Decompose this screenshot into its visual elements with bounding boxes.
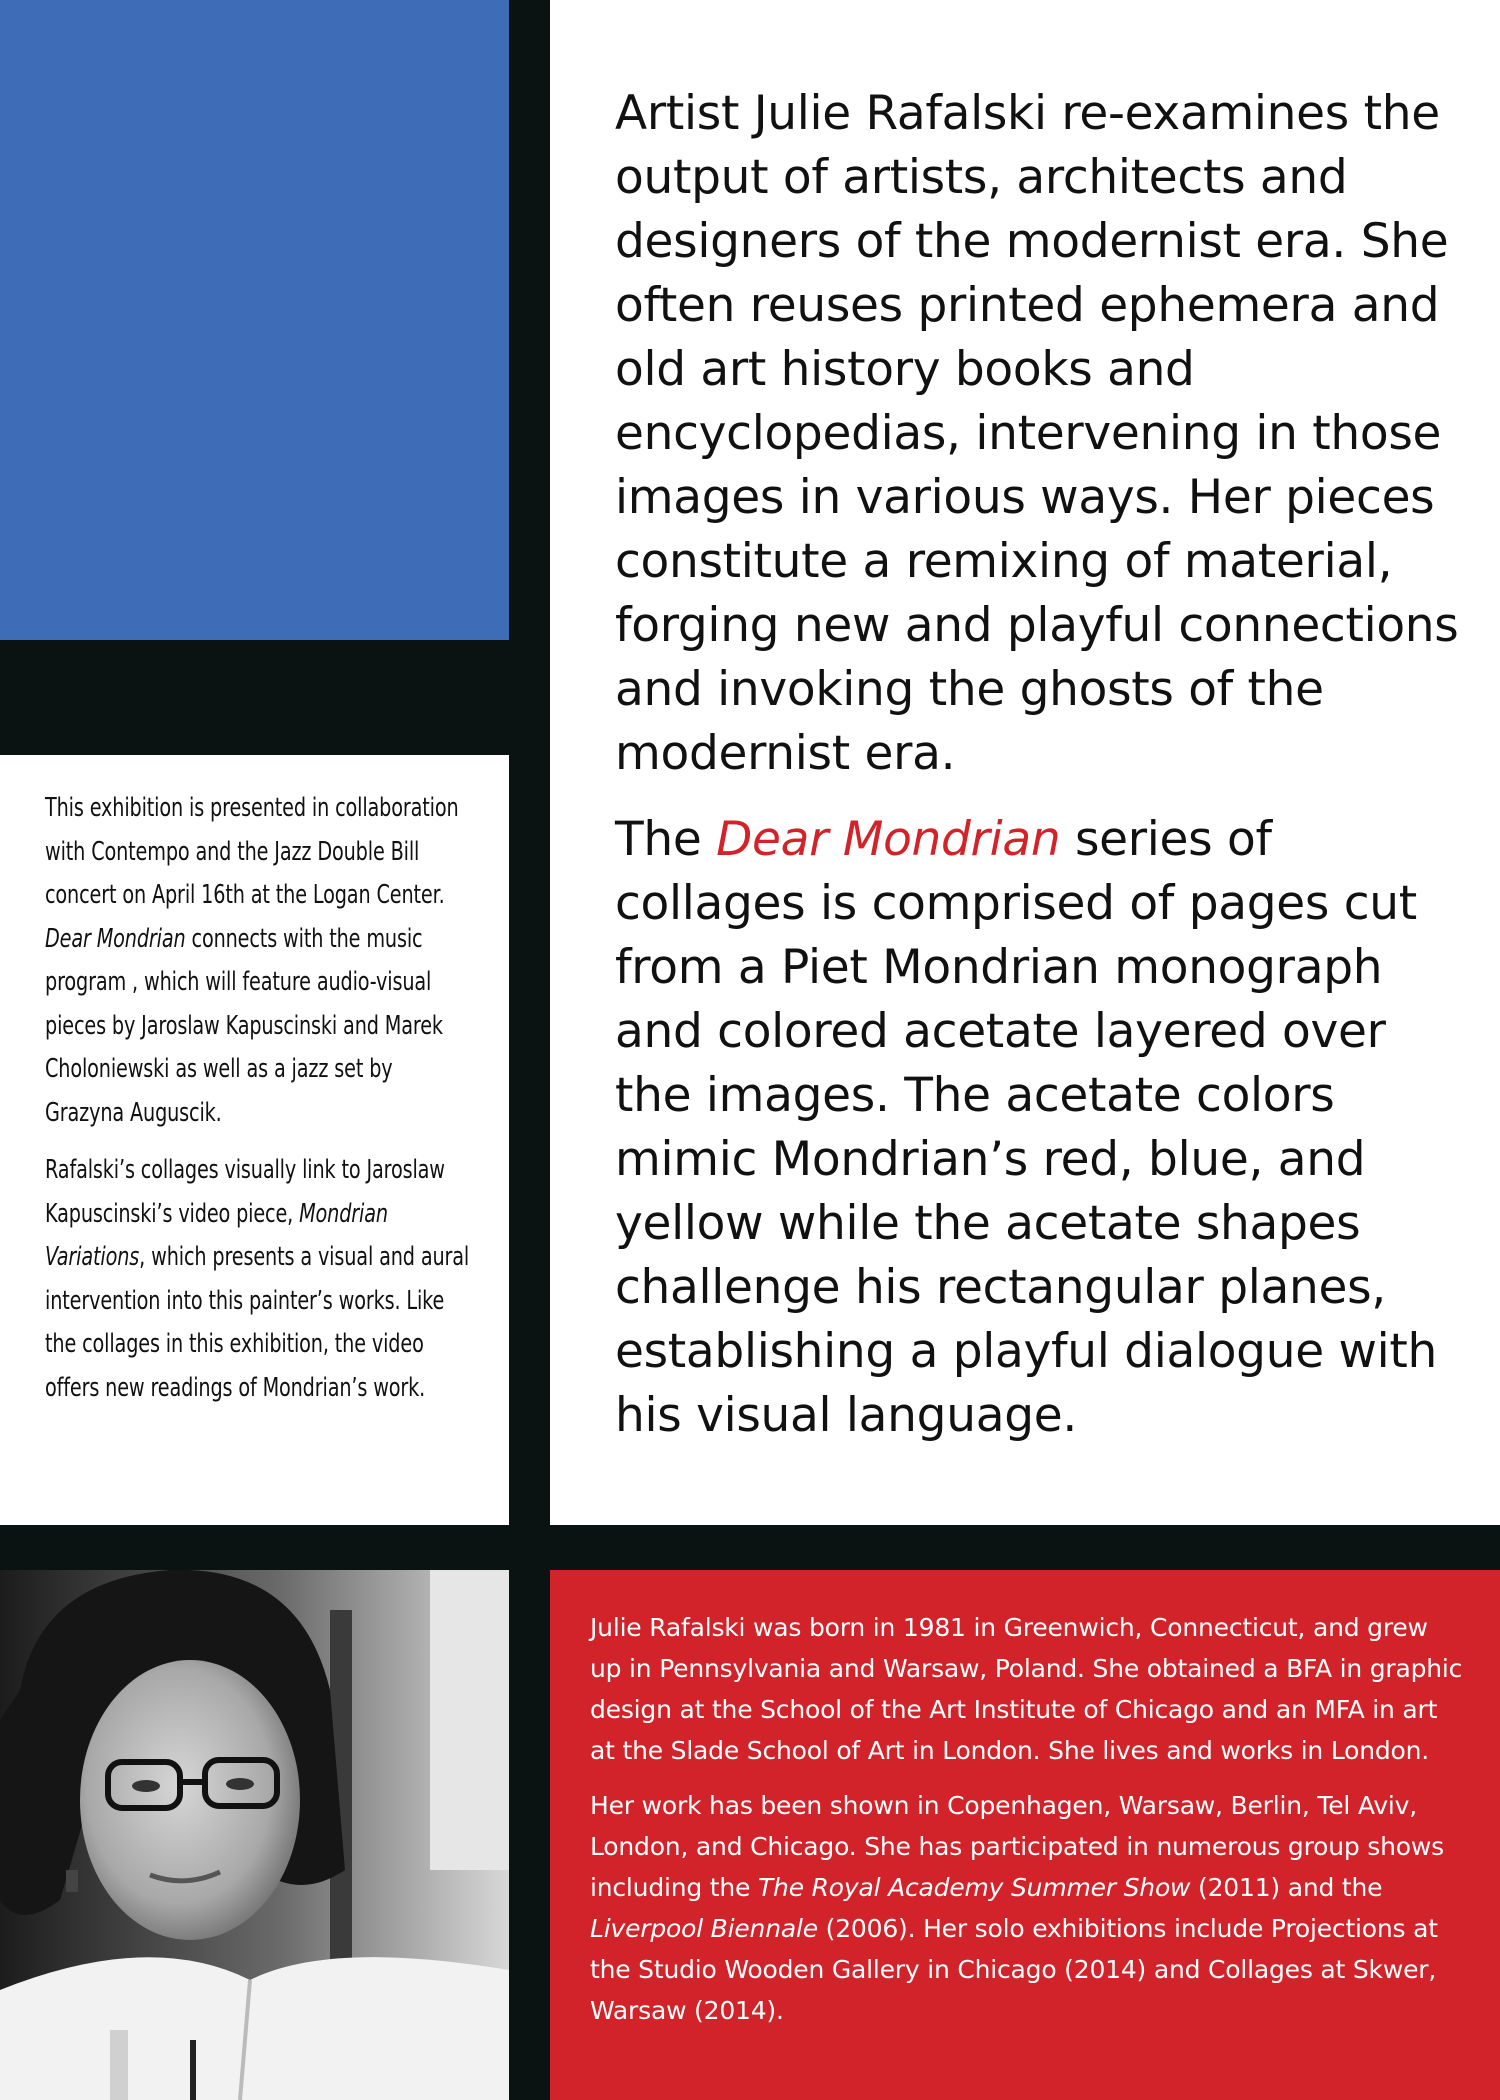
series-paragraph	[615, 808, 1460, 1448]
main-text-panel	[550, 0, 1500, 1525]
video-paragraph	[45, 1149, 474, 1410]
series-text: The	[615, 812, 717, 867]
video-text-cont: , which presents a visual and aural intervention into this painter’s works. Like the collages in this exhibition, the video offers new readings of Mondrian’s work.	[45, 1242, 470, 1403]
exhibitions-paragraph	[590, 1785, 1466, 2031]
artist-portrait-photo	[0, 1570, 509, 2100]
blue-color-block	[0, 0, 509, 640]
collab-text: This exhibition is presented in collaboration with Contempo and the Jazz Double Bill concert on April 16th at the Logan Center.	[45, 793, 459, 910]
biography-panel	[550, 1570, 1500, 2100]
exhibitions-text-3: (2006). Her solo exhibitions include Projections at the Studio Wooden Gallery in Chicago (2014) and Collages at Skwer, Warsaw (2014).	[590, 1914, 1438, 2025]
video-title: Mondrian Variations	[45, 1198, 388, 1272]
video-text: Rafalski’s collages visually link to Jaroslaw Kapuscinski’s video piece,	[45, 1155, 445, 1229]
collab-title: Dear Mondrian	[45, 923, 186, 954]
exhibitions-text: Her work has been shown in Copenhagen, Warsaw, Berlin, Tel Aviv, London, and Chicago. She has participated in numerous group shows including the	[590, 1791, 1444, 1902]
collaboration-paragraph	[45, 787, 474, 1135]
bio-paragraph: Julie Rafalski was born in 1981 in Greenwich, Connecticut, and grew up in Pennsylvania and Warsaw, Poland. She obtained a BFA in graphic design at the School of the Art Institute of Chicago and an MFA in art at the Slade School of Art in London. She lives and works in London.	[590, 1613, 1463, 1765]
liverpool-biennale-title: Liverpool Biennale	[590, 1914, 818, 1943]
royal-academy-title: The Royal Academy Summer Show	[757, 1873, 1191, 1902]
exhibitions-text-2: (2011) and the	[1190, 1873, 1383, 1902]
portrait-illustration	[0, 1570, 509, 2100]
series-title: Dear Mondrian	[716, 812, 1061, 867]
series-text-cont: series of collages is comprised of pages cut from a Piet Mondrian monograph and colored acetate layered over the images. The acetate colors mimic Mondrian’s red, blue, and yellow while the acetate shapes challenge his rectangular planes, establishing a playful dialogue with his visual language.	[615, 812, 1437, 1443]
intro-paragraph: Artist Julie Rafalski re-examines the output of artists, architects and designers of the modernist era. She often reuses printed ephemera and old art history books and encyclopedias, intervening in those images in various ways. Her pieces constitute a remixing of material, forging new and playful connections and invoking the ghosts of the modernist era.	[615, 86, 1459, 781]
side-text-panel	[0, 755, 509, 1525]
collab-text-cont: connects with the music program , which will feature audio-visual pieces by Jaroslaw Kapuscinski and Marek Choloniewski as well as a jazz set by Grazyna Auguscik.	[45, 923, 443, 1128]
